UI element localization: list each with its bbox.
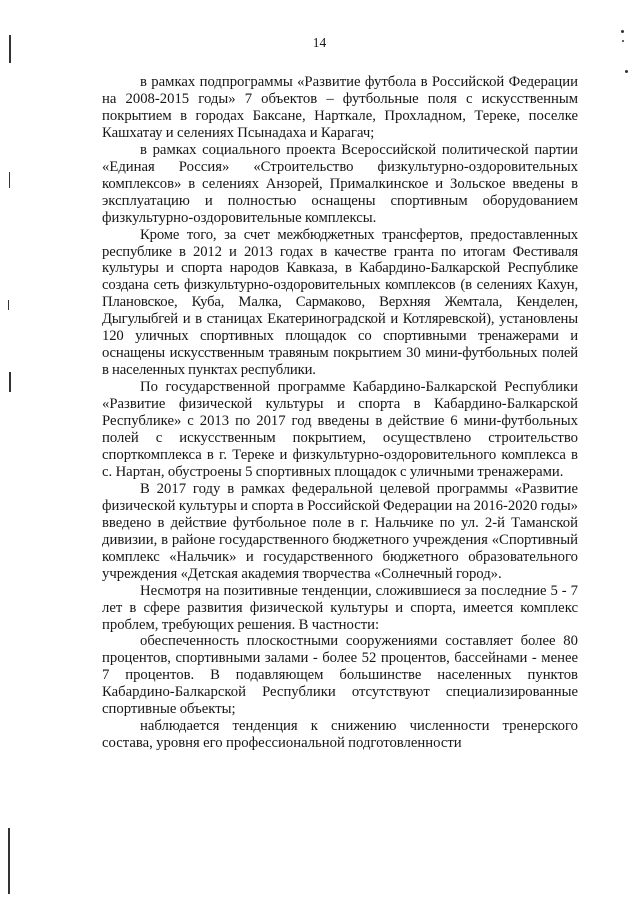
- scan-speck-top-right: [625, 70, 628, 73]
- paragraph-coaching-staff: наблюдается тенденция к снижению численности тренерского состава, уровня его профессиональной подготовленности: [102, 718, 578, 752]
- scan-edge-line-left: [9, 172, 10, 188]
- scan-edge-line-left: [9, 35, 11, 63]
- scan-speck-top-right: [622, 40, 624, 42]
- scan-edge-line-left: [9, 372, 11, 392]
- paragraph-state-program: По государственной программе Кабардино-Балкарской Республики «Развитие физической культуры и спорта в Кабардино-Балкарской Республике» с 2013 по 2017 год введены в действие 6 мини-футбольных полей с искусственным покрытием, осуществлено строительство спорткомплекса в г. Тереке и физкультурно-оздоровительного комплекса в с. Нартан, обустроены 5 спортивных площадок с уличными тренажерами.: [102, 379, 578, 480]
- paragraph-football-program: в рамках подпрограммы «Развитие футбола в Российской Федерации на 2008-2015 годы» 7 объектов – футбольные поля с искусственным покрытием в городах Баксане, Нарткале, Прохладном, Тереке, поселке Кашхатау и селениях Псынадаха и Карагач;: [102, 74, 578, 141]
- scan-edge-line-left: [8, 300, 9, 310]
- scan-edge-line-left: [8, 828, 10, 894]
- document-body: [102, 74, 578, 752]
- page-number: 14: [312, 35, 327, 50]
- scan-speck-top-right: [621, 30, 624, 33]
- paragraph-interbudget-transfers: Кроме того, за счет межбюджетных трансфертов, предоставленных республике в 2012 и 2013 годах в качестве гранта по итогам Фестиваля культуры и спорта народов Кавказа, в Кабардино-Балкарской Республике создана сеть физкультурно-оздоровительных комплексов (в селениях Кахун, Плановское, Куба, Малка, Сармаково, Верхняя Жемтала, Кенделен, Дыгулыбгей и в станицах Екатериноградской и Котляревской), установлены 120 уличных спортивных площадок со спортивными тренажерами и оснащены искусственным травяным покрытием 30 мини-футбольных полей в населенных пунктах республики.: [102, 226, 578, 379]
- paragraph-federal-program-2017: В 2017 году в рамках федеральной целевой программы «Развитие физической культуры и спорта в Российской Федерации на 2016-2020 годы» введено в действие футбольное поле в г. Нальчике по ул. 2-й Таманской дивизии, в районе государственного бюджетного учреждения «Спортивный комплекс «Нальчик» и государственного бюджетного образовательного учреждения «Детская академия творчества «Солнечный город».: [102, 480, 578, 582]
- paragraph-problems-intro: Несмотря на позитивные тенденции, сложившиеся за последние 5 - 7 лет в сфере развития физической культуры и спорта, имеется комплекс проблем, требующих решения. В частности:: [102, 582, 578, 633]
- paragraph-united-russia-project: в рамках социального проекта Всероссийской политической партии «Единая Россия» «Строительство физкультурно-оздоровительных комплексов» в селениях Анзорей, Прималкинское и Зольское введены в эксплуатацию и полностью оснащены спортивным оборудованием физкультурно-оздоровительные комплексы.: [102, 141, 578, 226]
- paragraph-facility-provision: обеспеченность плоскостными сооружениями составляет более 80 процентов, спортивными залами - более 52 процентов, бассейнами - менее 7 процентов. В подавляющем большинстве населенных пунктов Кабардино-Балкарской Республики отсутствуют специализированные спортивные объекты;: [102, 633, 578, 718]
